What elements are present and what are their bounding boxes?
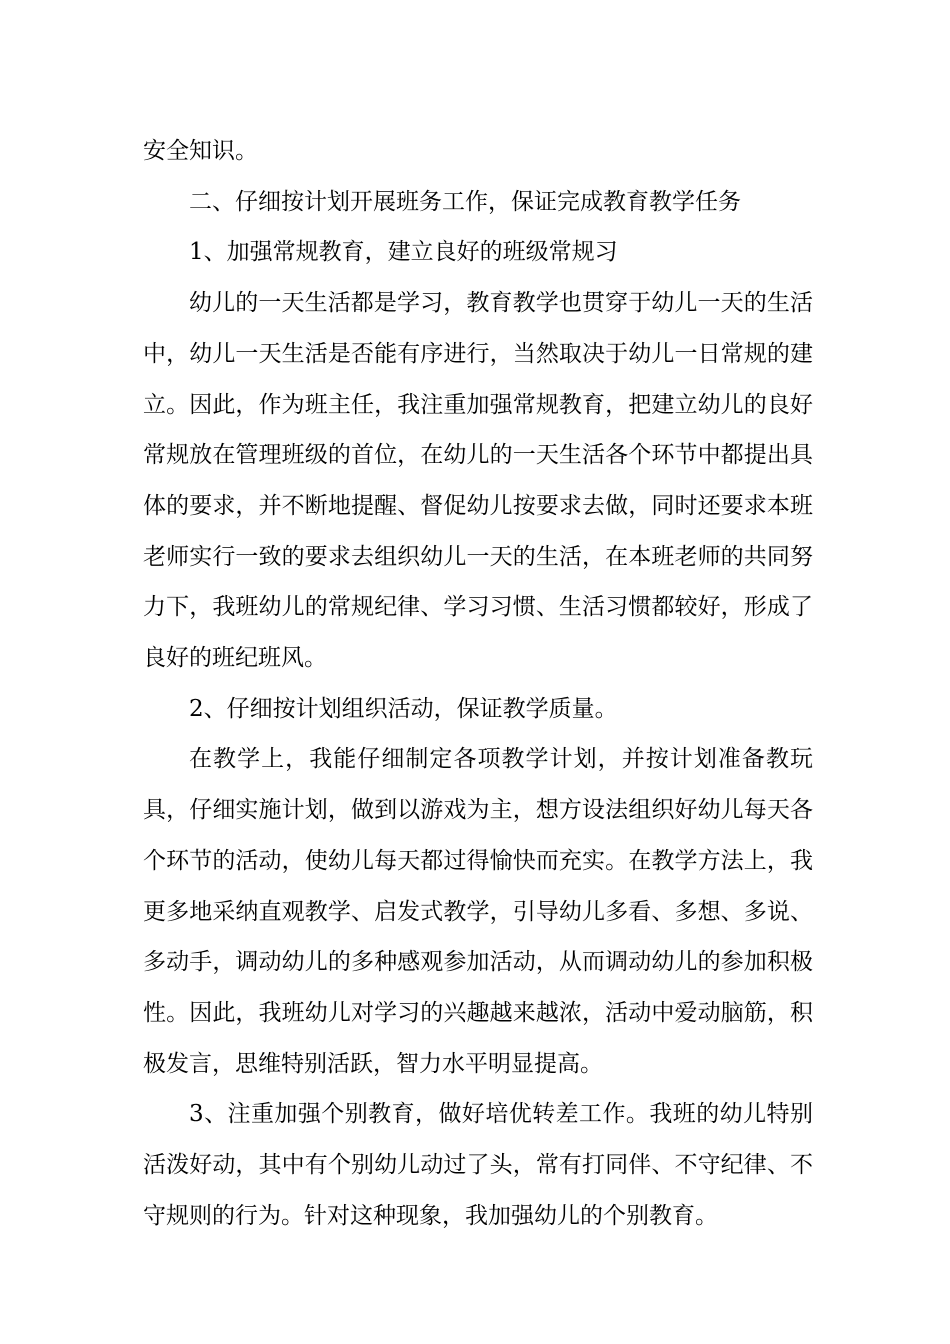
document-page (143, 126, 813, 1241)
subheading-routine-education: 1、加强常规教育，建立良好的班级常规习 (189, 239, 618, 266)
subheading-organize-activities: 2、仔细按计划组织活动，保证教学质量。 (189, 695, 618, 722)
paragraph-routine-education: 幼儿的一天生活都是学习，教育教学也贯穿于幼儿一天的生活中，幼儿一天生活是否能有序进行，当然取决于幼儿一日常规的建立。因此，作为班主任，我注重加强常规教育，把建立幼儿的良好常规放在管理班级的首位，在幼儿的一天生活各个环节中都提出具体的要求，并不断地提醒、督促幼儿按要求去做，同时还要求本班老师实行一致的要求去组织幼儿一天的生活，在本班老师的共同努力下，我班幼儿的常规纪律、学习习惯、生活习惯都较好，形成了良好的班纪班风。 (143, 290, 813, 672)
paragraph-safety-knowledge: 安全知识。 (143, 138, 258, 164)
heading-class-work: 二、仔细按计划开展班务工作，保证完成教育教学任务 (189, 188, 741, 215)
paragraph-individual-education: 3、注重加强个别教育，做好培优转差工作。我班的幼儿特别活泼好动，其中有个别幼儿动过了头，常有打同伴、不守纪律、不守规则的行为。针对这种现象，我加强幼儿的个别教育。 (143, 1101, 813, 1229)
paragraph-teaching: 在教学上，我能仔细制定各项教学计划，并按计划准备教玩具，仔细实施计划，做到以游戏为主，想方设法组织好幼儿每天各个环节的活动，使幼儿每天都过得愉快而充实。在教学方法上，我更多地采纳直观教学、启发式教学，引导幼儿多看、多想、多说、多动手，调动幼儿的多种感观参加活动，从而调动幼儿的参加积极性。因此，我班幼儿对学习的兴趣越来越浓，活动中爱动脑筋，积极发言，思维特别活跃，智力水平明显提高。 (143, 746, 813, 1077)
